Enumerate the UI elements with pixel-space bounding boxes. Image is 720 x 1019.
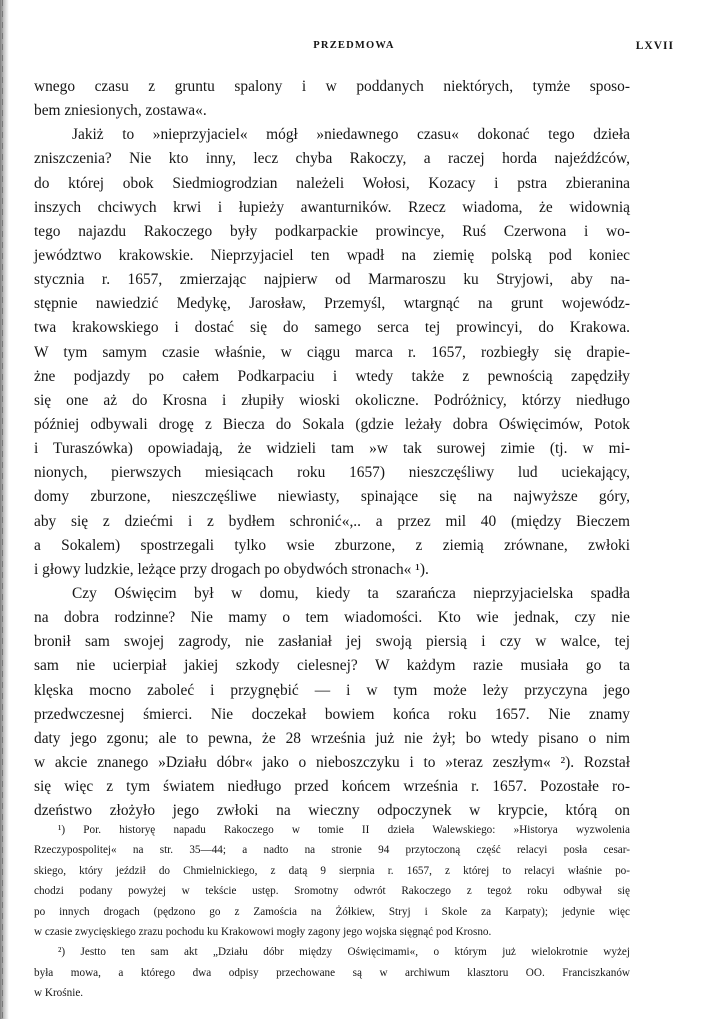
text-line: nionych, pierwszych miesiącach roku 1657) nieszczęśliwy lud uciekający, [34, 464, 630, 482]
footnote-line: w Krośnie. [34, 987, 84, 1000]
text-line: stępnie nawiedzić Medykę, Jarosław, Przemyśl, wtargnąć na grunt wojewódz- [34, 295, 630, 313]
text-line: twa krakowskiego i dostać się do samego serca tej prowincyi, do Krakowa. [34, 319, 630, 337]
footnote-line: skiego, który jeździł do Chmielnickiego, z datą 9 sierpnia r. 1657, z której to relacyi właśnie po- [34, 864, 630, 877]
text-line: Czy Oświęcim był w domu, kiedy ta szarańcza nieprzyjacielska spadła [72, 584, 630, 602]
text-line: inszych chciwych krwi i łupieży awanturników. Rzecz wiadoma, że widownią [34, 198, 630, 216]
text-line: W tym samym czasie właśnie, w ciągu marca r. 1657, rozbiegły się drapie- [34, 343, 630, 361]
footnote-line: chodzi podany powyżej w tekście ustęp. Sromotny odwrót Rakoczego z tegoż roku odbywał się [34, 885, 630, 898]
text-line: aby się z dziećmi i z bydłem schronić«,.. a przez mil 40 (między Bieczem [34, 512, 630, 530]
page-header [34, 40, 674, 56]
text-line: jewództwo krakowskie. Nieprzyjaciel ten wpadł na ziemię polską pod koniec [34, 246, 630, 264]
text-line: bem zniesionych, zostawa«. [34, 102, 207, 120]
text-line: dzeństwo złożyło jego zwłoki na wieczny odpoczynek w krypcie, którą on [34, 802, 630, 820]
text-line: Jakiż to »nieprzyjaciel« mógł »niedawnego czasu« dokonać tego dzieła [72, 126, 630, 144]
text-line: się więc z tym światem niedługo przed końcem września r. 1657. Pozostałe ro- [34, 778, 630, 796]
text-line: i głowy ludzkie, leżące przy drogach po obydwóch stronach« ¹). [34, 560, 429, 578]
footnote-line: w czasie zwycięskiego zrazu pochodu ku Krakowowi mogły zagony jego wojska sięgnąć pod Krosno. [34, 925, 492, 938]
text-line: a Sokalem) spostrzegali tylko wsie zburzone, z ziemią zrównane, zwłoki [34, 536, 630, 554]
text-line: później odbywali drogę z Biecza do Sokala (gdzie leżały dobra Oświęcimów, Potok [34, 415, 630, 433]
text-line: klęska mocno zaboleć i przygnębić — i w tym może leży przyczyna jego [34, 681, 630, 699]
footnotes [34, 820, 630, 1004]
text-line: stycznia r. 1657, zmierzając najpierw od Marmaroszu ku Stryjowi, aby na- [34, 271, 630, 289]
footnote-line: Rzeczypospolitej« na str. 35—44; a nadto na stronie 94 przytoczoną część relacyi posła cesar- [34, 844, 630, 857]
text-line: do której obok Siedmiogrodzian należeli Wołosi, Kozacy i pstra zbieranina [34, 174, 630, 192]
footnote-line: ²) Jestto ten sam akt „Działu dóbr między Oświęcimami«, o którym już wielokrotnie wyżej [58, 946, 630, 959]
page-number: LXVII [635, 40, 674, 52]
text-line: żne podjazdy po całem Podkarpaciu i wtedy także z pewnością zapędziły [34, 367, 630, 385]
text-line: i Turaszówka) opowiadają, że widzieli tam »w tak surowej zimie (tj. w mi- [34, 440, 630, 458]
text-line: w akcie znanego »Działu dóbr« jako o nieboszczyku i to »teraz zeszłym« ²). Rozstał [34, 753, 630, 771]
footnote-line: ¹) Por. historyę napadu Rakoczego w tomie II dzieła Walewskiego: »Historya wyzwolenia [58, 824, 630, 836]
text-line: bronił sam swojej zagrody, nie zasłaniał jej swoją piersią i czy w walce, tej [34, 633, 630, 651]
scan-binding-texture [2, 0, 3, 1019]
text-line: daty jego zgonu; ale to pewna, że 28 września już nie żył; bo wtedy pisano o nim [34, 729, 630, 747]
text-line: zniszczenia? Nie kto inny, lecz chyba Rakoczy, a raczej horda najeźdźców, [34, 150, 630, 168]
text-line: wnego czasu z gruntu spalony i w poddanych niektórych, tymże sposo- [34, 78, 630, 95]
text-line: domy zburzone, nieszczęśliwe niewiasty, spinające się na najwyższe góry, [34, 488, 630, 506]
text-line: na dobra rodzinne? Nie mamy o tem wiadomości. Kto wie jednak, czy nie [34, 609, 630, 627]
main-text [34, 75, 630, 823]
text-line: tego najazdu Rakoczego były podkarpackie prowincye, Ruś Czerwona i wo- [34, 222, 630, 240]
text-line: się one aż do Krosna i złupiły wioski okoliczne. Podróżnicy, którzy niedługo [34, 391, 630, 409]
text-line: przedwczesnej śmierci. Nie doczekał bowiem końca roku 1657. Nie znamy [34, 705, 630, 723]
running-title: PRZEDMOWA [313, 40, 395, 51]
footnote-line: po innych drogach (pędzono go z Zamościa na Żółkiew, Stryj i Skole za Karpaty); jedynie więc [34, 905, 630, 918]
text-line: sam nie ucierpiał jakiej szkody cielesnej? W każdym razie musiała go ta [34, 657, 630, 675]
footnote-line: była mowa, a którego dwa odpisy przechowane są w archiwum klasztoru OO. Franciszkanów [34, 966, 630, 979]
